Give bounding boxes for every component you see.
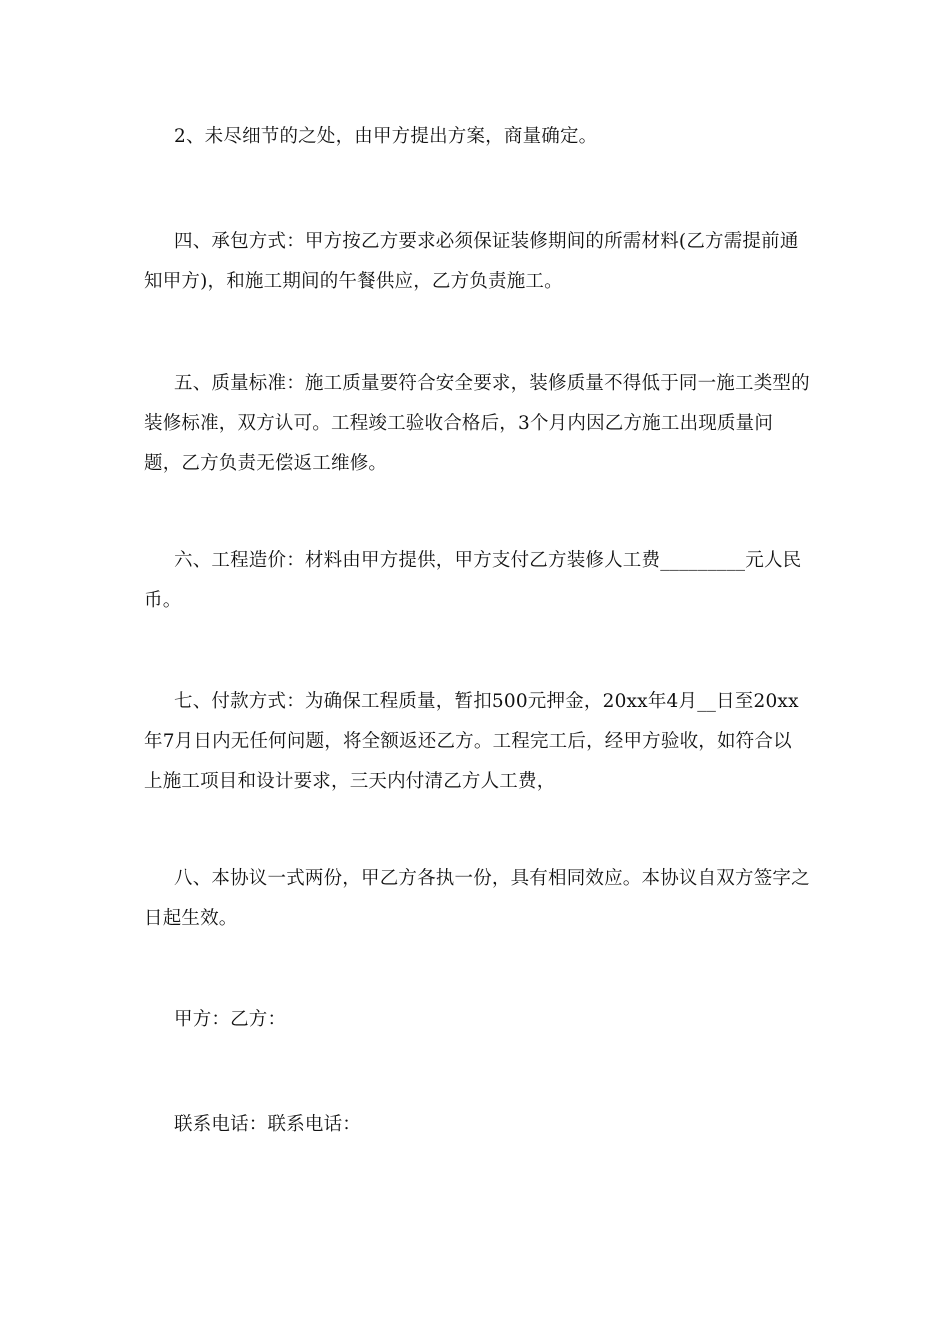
clause-contract-method-paragraph: 四、承包方式：甲方按乙方要求必须保证装修期间的所需材料(乙方需提前通知甲方)，和施工期间的午餐供应，乙方负责施工。 xyxy=(144,231,799,292)
contact-phone-line: 联系电话：联系电话： xyxy=(174,1114,362,1135)
signature-parties-line: 甲方：乙方： xyxy=(174,1009,287,1030)
clause-details-paragraph: 2、未尽细节的之处，由甲方提出方案，商量确定。 xyxy=(174,126,598,147)
clause-payment-method-paragraph: 七、付款方式：为确保工程质量，暂扣500元押金，20xx年4月__日至20xx年7月日内无任何问题，将全额返还乙方。工程完工后，经甲方验收，如符合以上施工项目和设计要求，三天内付清乙方人工费， xyxy=(144,691,799,792)
clause-agreement-validity-paragraph: 八、本协议一式两份，甲乙方各执一份，具有相同效应。本协议自双方签字之日起生效。 xyxy=(144,868,810,929)
clause-quality-standard-paragraph: 五、质量标准：施工质量要符合安全要求，装修质量不得低于同一施工类型的装修标准，双方认可。工程竣工验收合格后，3个月内因乙方施工出现质量问题，乙方负责无偿返工维修。 xyxy=(144,373,810,474)
clause-project-cost-paragraph: 六、工程造价：材料由甲方提供，甲方支付乙方装修人工费_________元人民币。 xyxy=(144,550,802,611)
